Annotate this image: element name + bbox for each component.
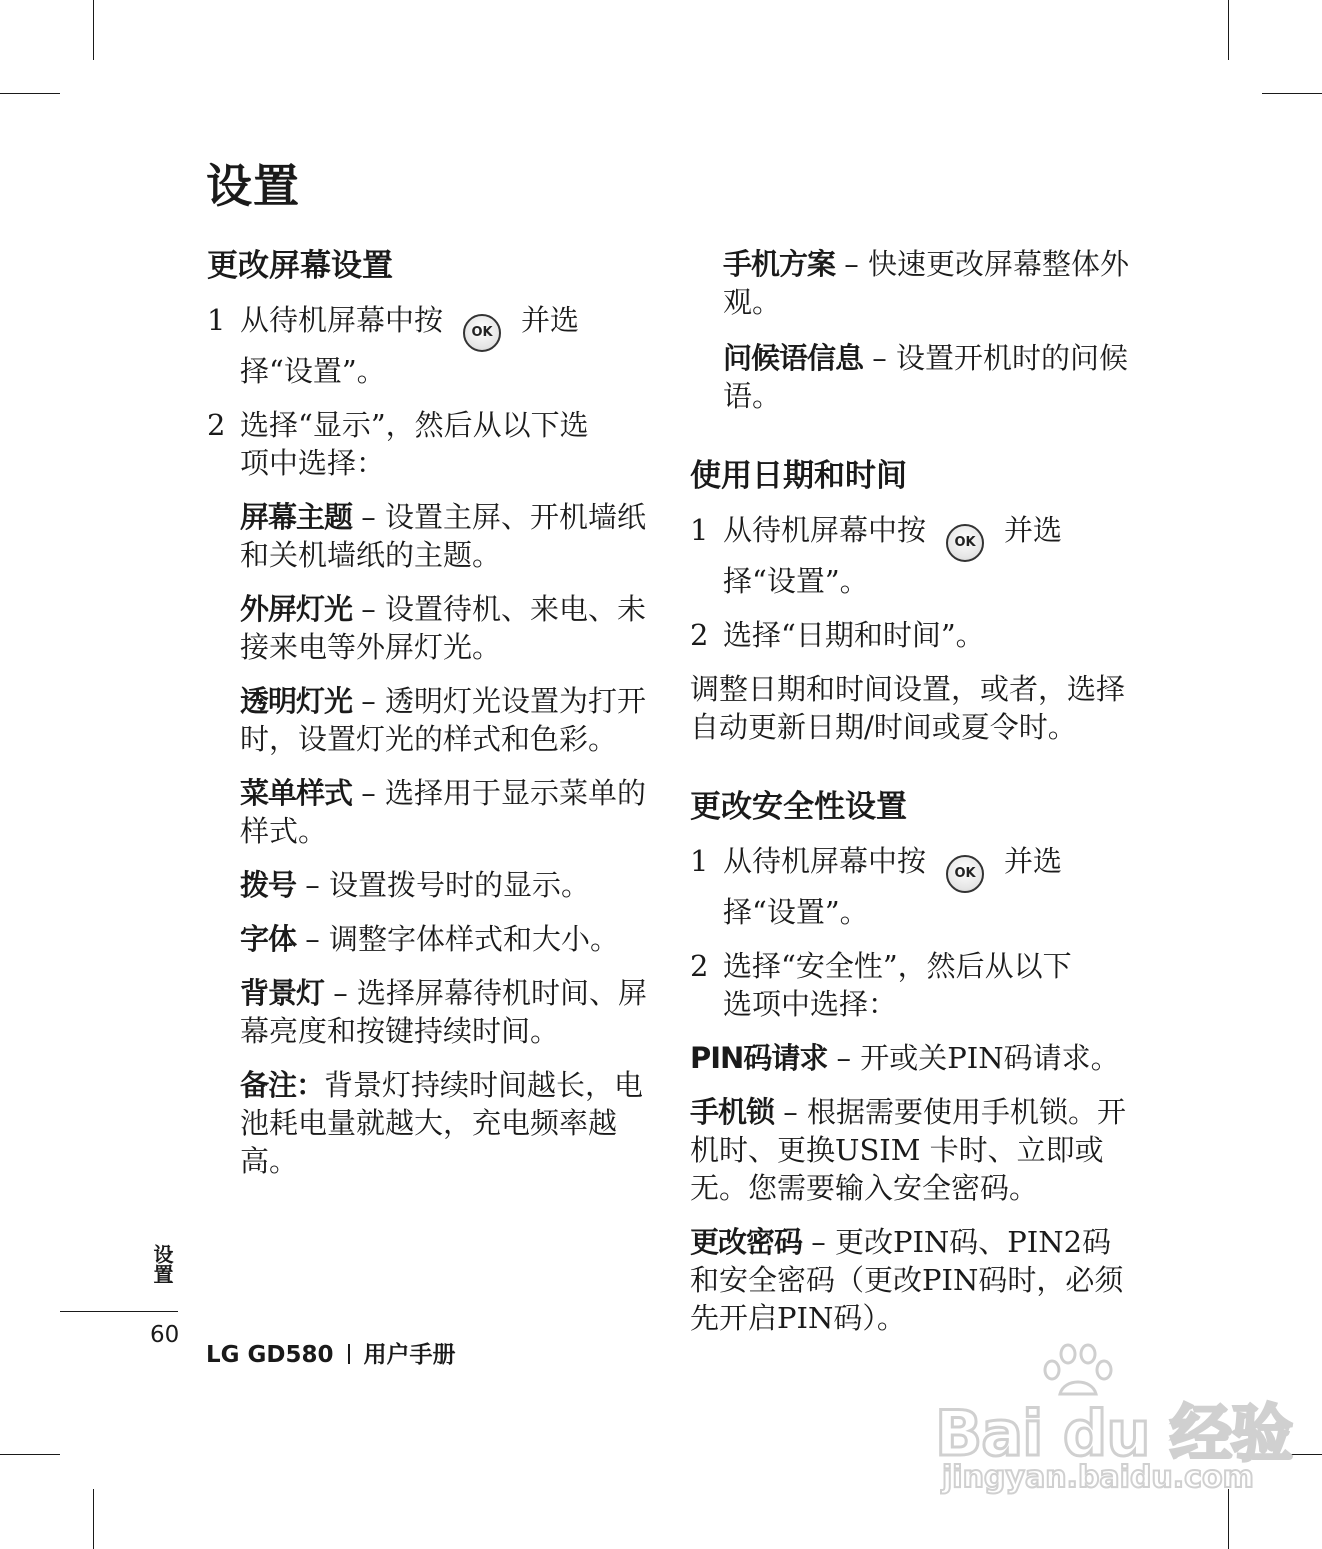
option-term: 背景灯 <box>240 976 325 1010</box>
option-desc: 根据需要使用手机锁。开机时、更换USIM 卡时、立即或无。您需要输入安全密码。 <box>690 1095 1126 1205</box>
ok-key-icon: OK <box>946 524 984 562</box>
ok-key-icon: OK <box>463 314 501 352</box>
option-desc: 设置待机、来电、未接来电等外屏灯光。 <box>240 592 646 664</box>
crop-mark <box>93 0 94 60</box>
option-sep: – <box>835 247 868 281</box>
step-text: 择“设置”。 <box>723 895 869 929</box>
option-term: 更改密码 <box>690 1225 803 1259</box>
option-screen-theme <box>207 498 657 574</box>
step-text: 选择“安全性”，然后从以下 <box>723 949 1072 983</box>
note-text: 背景灯持续时间越长，电池耗电量就越大，充电频率越高。 <box>240 1068 644 1178</box>
datetime-description: 调整日期和时间设置，或者，选择自动更新日期/时间或夏令时。 <box>690 672 1126 744</box>
option-term: 透明灯光 <box>240 684 353 718</box>
watermark-brand: Bai du 经验 <box>935 1397 1293 1470</box>
option-term: 屏幕主题 <box>240 500 353 534</box>
option-sep: – <box>296 922 329 956</box>
step-number: 2 <box>207 408 226 442</box>
step-text: 选择“日期和时间”。 <box>723 618 985 652</box>
side-tab: 设置 <box>150 1244 174 1284</box>
step-text: 择“设置”。 <box>723 564 869 598</box>
option-term: 菜单样式 <box>240 776 353 810</box>
step-text: 并选 <box>521 303 580 337</box>
ok-key-icon: OK <box>946 855 984 893</box>
step-text: 并选 <box>1004 844 1063 878</box>
footer-manual: 用户手册 <box>363 1342 456 1368</box>
step-1 <box>690 511 1140 600</box>
step-text: 项中选择： <box>240 446 386 480</box>
crop-mark <box>0 93 60 94</box>
option-backlight <box>207 974 657 1050</box>
option-sep: – <box>802 1225 835 1259</box>
option-greeting <box>690 339 1140 415</box>
option-phone-scheme <box>690 245 1140 321</box>
step-number: 1 <box>690 513 709 547</box>
option-term: 字体 <box>240 922 297 956</box>
option-sep: – <box>352 592 385 626</box>
crop-mark <box>1262 93 1322 94</box>
left-column <box>207 245 657 1180</box>
option-sep: – <box>296 868 329 902</box>
step-1 <box>207 301 657 390</box>
option-desc: 设置开机时的问候语。 <box>723 341 1128 413</box>
option-desc: 开或关PIN码请求。 <box>860 1041 1120 1075</box>
section-heading-datetime: 使用日期和时间 <box>690 458 907 494</box>
option-term: 外屏灯光 <box>240 592 353 626</box>
option-term: 拨号 <box>240 868 297 902</box>
option-pin-request <box>690 1039 1140 1077</box>
note-label: 备注： <box>240 1068 325 1102</box>
step-text: 选项中选择： <box>723 987 898 1021</box>
crop-mark <box>1228 0 1229 60</box>
step-text: 选择“显示”，然后从以下选 <box>240 408 589 442</box>
option-term: 问候语信息 <box>723 341 864 375</box>
option-sep: – <box>324 976 357 1010</box>
section-heading-screen: 更改屏幕设置 <box>207 248 393 284</box>
step-number: 2 <box>690 618 709 652</box>
footer <box>206 1336 456 1369</box>
footer-model: LG GD580 <box>206 1342 334 1368</box>
page-number: 60 <box>150 1322 180 1348</box>
step-1 <box>690 842 1140 931</box>
footer-rule <box>60 1311 178 1312</box>
crop-mark <box>93 1489 94 1549</box>
option-sep: – <box>352 684 385 718</box>
step-text: 从待机屏幕中按 <box>723 844 927 878</box>
option-term: 手机方案 <box>723 247 836 281</box>
option-font <box>207 920 657 958</box>
option-desc: 选择用于显示菜单的样式。 <box>240 776 646 848</box>
step-number: 2 <box>690 949 709 983</box>
option-menu-style <box>207 774 657 850</box>
step-text: 从待机屏幕中按 <box>240 303 444 337</box>
step-number: 1 <box>207 303 226 337</box>
option-dialing <box>207 866 657 904</box>
step-number: 1 <box>690 844 709 878</box>
option-transparent-light <box>207 682 657 758</box>
step-2 <box>690 616 1140 654</box>
option-desc: 透明灯光设置为打开时，设置灯光的样式和色彩。 <box>240 684 646 756</box>
step-2 <box>207 406 657 482</box>
option-sep: – <box>774 1095 807 1129</box>
option-term: 手机锁 <box>690 1095 775 1129</box>
option-sep: – <box>863 341 896 375</box>
option-desc: 更改PIN码、PIN2码和安全密码（更改PIN码时，必须先开启PIN码）。 <box>690 1225 1124 1335</box>
option-desc: 选择屏幕待机时间、屏幕亮度和按键持续时间。 <box>240 976 647 1048</box>
step-text: 并选 <box>1004 513 1063 547</box>
option-desc: 调整字体样式和大小。 <box>328 922 619 956</box>
watermark <box>930 1340 1293 1500</box>
option-change-password <box>690 1223 1140 1337</box>
option-sep: – <box>352 776 385 810</box>
step-2 <box>690 947 1140 1023</box>
footer-separator <box>348 1344 350 1364</box>
note <box>207 1066 657 1180</box>
watermark-url: jingyan.baidu.com <box>942 1460 1254 1495</box>
section-heading-security: 更改安全性设置 <box>690 789 907 825</box>
option-phone-lock <box>690 1093 1140 1207</box>
option-desc: 快速更改屏幕整体外观。 <box>723 247 1129 319</box>
option-sep: – <box>827 1041 861 1075</box>
right-column <box>690 245 1140 1337</box>
option-term: PIN码请求 <box>690 1041 828 1075</box>
step-text: 择“设置”。 <box>240 354 386 388</box>
option-sep: – <box>352 500 385 534</box>
option-desc: 设置拨号时的显示。 <box>328 868 590 902</box>
option-desc: 设置主屏、开机墙纸和关机墙纸的主题。 <box>240 500 646 572</box>
step-text: 从待机屏幕中按 <box>723 513 927 547</box>
page-title: 设置 <box>206 159 300 213</box>
option-outer-light <box>207 590 657 666</box>
crop-mark <box>0 1454 60 1455</box>
